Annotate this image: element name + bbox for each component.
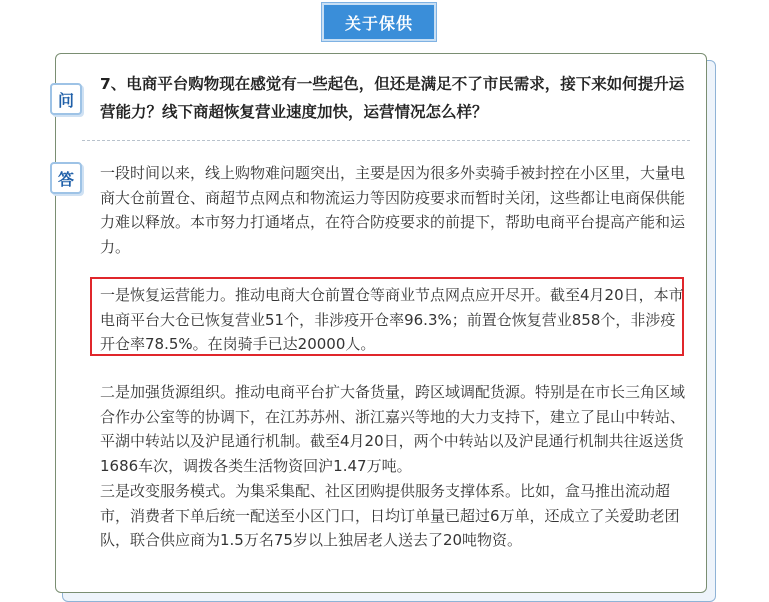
- answer-paragraph-operations: 一是恢复运营能力。推动电商大仓前置仓等商业节点网点应开尽开。截至4月20日，本市电商平台大仓已恢复营业51个，非涉疫开仓率96.3%；前置仓恢复营业858个，非涉疫开仓率78.5%。在岗骑手已达20000人。: [100, 286, 684, 353]
- answer-badge: 答: [50, 162, 82, 194]
- question-text: 7、电商平台购物现在感觉有一些起色，但还是满足不了市民需求，接下来如何提升运营能力？线下商超恢复营业速度加快，运营情况怎么样？: [100, 75, 685, 121]
- section-title-tab: 关于保供: [322, 3, 436, 41]
- answer-paragraph-supply: 二是加强货源组织。推动电商平台扩大备货量，跨区域调配货源。特别是在市长三角区域合作办公室等的协调下，在江苏苏州、浙江嘉兴等地的大力支持下，建立了昆山中转站、平湖中转站以及沪昆通行机制。截至4月20日，两个中转站以及沪昆通行机制共往返送货1686车次，调拨各类生活物资回沪1.47万吨。: [100, 383, 686, 475]
- answer-paragraph-intro: 一段时间以来，线上购物难问题突出，主要是因为很多外卖骑手被封控在小区里，大量电商大仓前置仓、商超节点网点和物流运力等因防疫要求而暂时关闭，这些都让电商保供能力难以释放。本市努力打通堵点，在符合防疫要求的前提下，帮助电商平台提高产能和运力。: [100, 164, 686, 256]
- answer-paragraph-service: 三是改变服务模式。为集采集配、社区团购提供服务支撑体系。比如，盒马推出流动超市，消费者下单后统一配送至小区门口，日均订单量已超过6万单，还成立了关爱助老团队，联合供应商为1.5万名75岁以上独居老人送去了20吨物资。: [100, 482, 680, 549]
- divider: [82, 140, 690, 141]
- question-badge: 问: [50, 83, 82, 115]
